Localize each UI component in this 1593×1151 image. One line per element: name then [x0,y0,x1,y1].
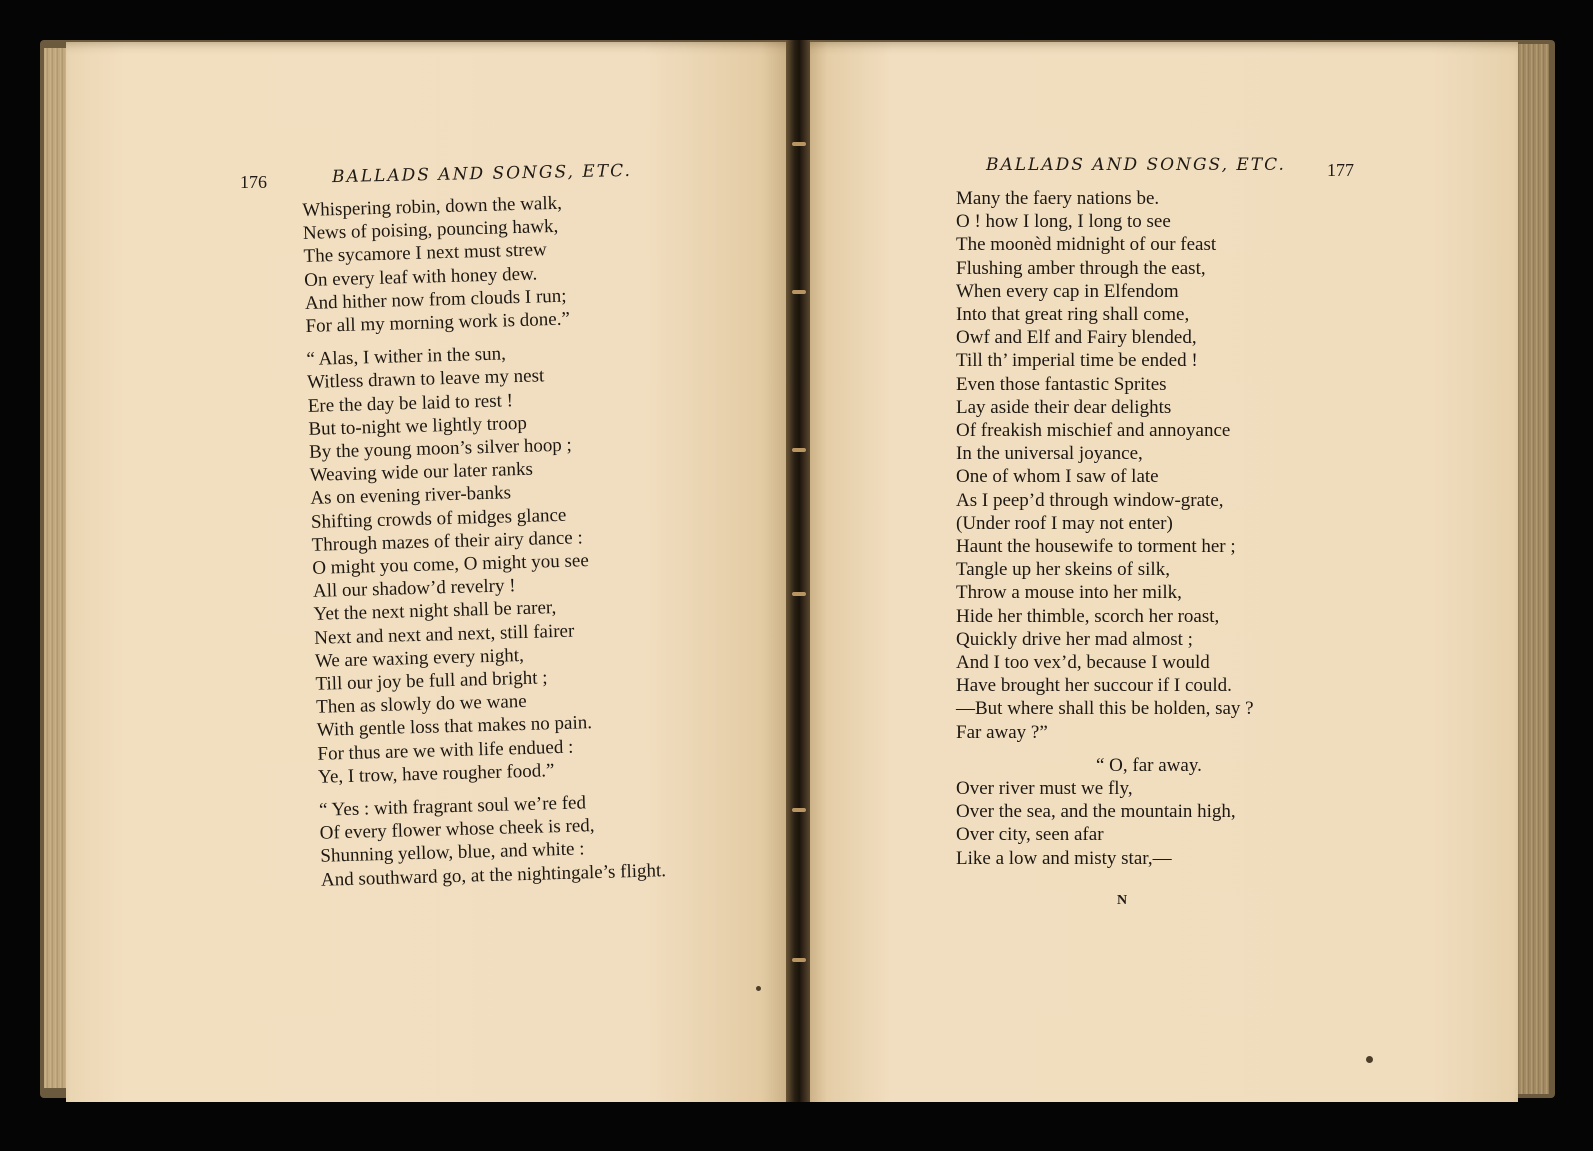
poem-line: Through mazes of their airy dance : [311,527,584,556]
poem-line: Over river must we fly, [956,778,1133,800]
poem-line: Shifting crowds of midges glance [310,504,567,533]
poem-line: Tangle up her skeins of silk, [956,559,1170,581]
poem-line: Flushing amber through the east, [956,257,1206,279]
left-page-poem [302,189,666,891]
poem-line: “ Alas, I wither in the sun, [306,343,507,371]
book-gutter [786,40,810,1102]
poem-line: “ O, far away. [1096,754,1202,776]
poem-line: —But where shall this be holden, say ? [956,698,1254,720]
binding-stitch [792,448,806,452]
poem-line: Into that great ring shall come, [956,304,1190,326]
poem-line: Owf and Elf and Fairy blended, [956,327,1197,349]
paper-fleck [756,986,761,991]
poem-line: Witless drawn to leave my nest [306,365,545,394]
poem-line: Lay aside their dear delights [956,396,1172,418]
poem-line: Quickly drive her mad almost ; [956,628,1193,650]
poem-line: Hide her thimble, scorch her roast, [956,605,1220,627]
left-page-number: 176 [240,172,267,192]
poem-line: By the young moon’s silver hoop ; [308,434,573,463]
poem-line: Of freakish mischief and annoyance [956,420,1231,442]
poem-line: On every leaf with honey dew. [303,263,538,291]
poem-line: Whispering robin, down the walk, [302,192,563,221]
poem-line: For thus are we with life endued : [317,736,574,765]
poem-line: Far away ?” [956,721,1048,743]
poem-line: O might you come, O might you see [312,550,590,579]
poem-line: News of poising, pouncing hawk, [302,216,559,245]
poem-line: Over city, seen afar [956,824,1104,846]
binding-stitch [792,290,806,294]
left-running-head: BALLADS AND SONGS, ETC. [331,160,633,188]
poem-line: As on evening river-banks [310,482,512,510]
poem-line: Till th’ imperial time be ended ! [956,350,1198,372]
poem-line: With gentle loss that makes no pain. [316,712,593,742]
poem-line: All our shadow’d revelry ! [312,575,516,603]
poem-line: Like a low and misty star,— [956,847,1172,869]
poem-line: Ere the day be laid to rest ! [307,389,514,417]
poem-line: (Under roof I may not enter) [956,512,1173,534]
right-page-poem [956,187,1254,870]
poem-line: Shunning yellow, blue, and white : [320,838,585,868]
poem-line: For all my morning work is done.” [305,308,571,337]
poem-line: Weaving wide our later ranks [309,458,534,487]
poem-line: Ye, I trow, have rougher food.” [317,760,555,788]
poem-line: The moonèd midnight of our feast [956,234,1217,256]
poem-line: Many the faery nations be. [956,188,1160,209]
poem-line: Have brought her succour if I could. [956,675,1232,697]
poem-line: Over the sea, and the mountain high, [956,801,1236,823]
poem-line: When every cap in Elfendom [956,280,1179,302]
signature-mark: N [1117,893,1128,908]
poem-line: Even those fantastic Sprites [956,373,1167,395]
stanza-break [956,744,1254,754]
poem-line: And hither now from clouds I run; [304,285,567,314]
binding-stitch [792,592,806,596]
poem-line: And I too vex’d, because I would [956,652,1210,674]
poem-line: In the universal joyance, [956,443,1143,465]
binding-stitch [792,808,806,812]
poem-line: One of whom I saw of late [956,466,1159,488]
poem-line: As I peep’d through window-grate, [956,489,1224,511]
poem-line: “ Yes : with fragrant soul we’re fed [318,792,587,821]
binding-stitch [792,142,806,146]
poem-line: O ! how I long, I long to see [956,211,1171,233]
poem-line: Of every flower whose cheek is red, [319,815,595,845]
poem-line: But to-night we lightly troop [308,412,528,440]
paper-fleck [1366,1056,1373,1063]
right-page-edges [1515,44,1549,1094]
poem-line: Next and next and next, still fairer [313,620,575,649]
poem-line: The sycamore I next must strew [303,239,548,268]
binding-stitch [792,958,806,962]
right-page-number: 177 [1327,160,1354,180]
poem-line: Yet the next night shall be rarer, [313,597,557,626]
poem-line: Then as slowly do we wane [315,691,527,719]
poem-line: And southward go, at the nightingale’s flight. [320,859,667,891]
poem-line: We are waxing every night, [314,644,525,672]
poem-line: Haunt the housewife to torment her ; [956,536,1236,558]
poem-line: Throw a mouse into her milk, [956,582,1182,604]
right-running-head: BALLADS AND SONGS, ETC. [986,155,1286,175]
poem-line: Till our joy be full and bright ; [315,667,548,695]
